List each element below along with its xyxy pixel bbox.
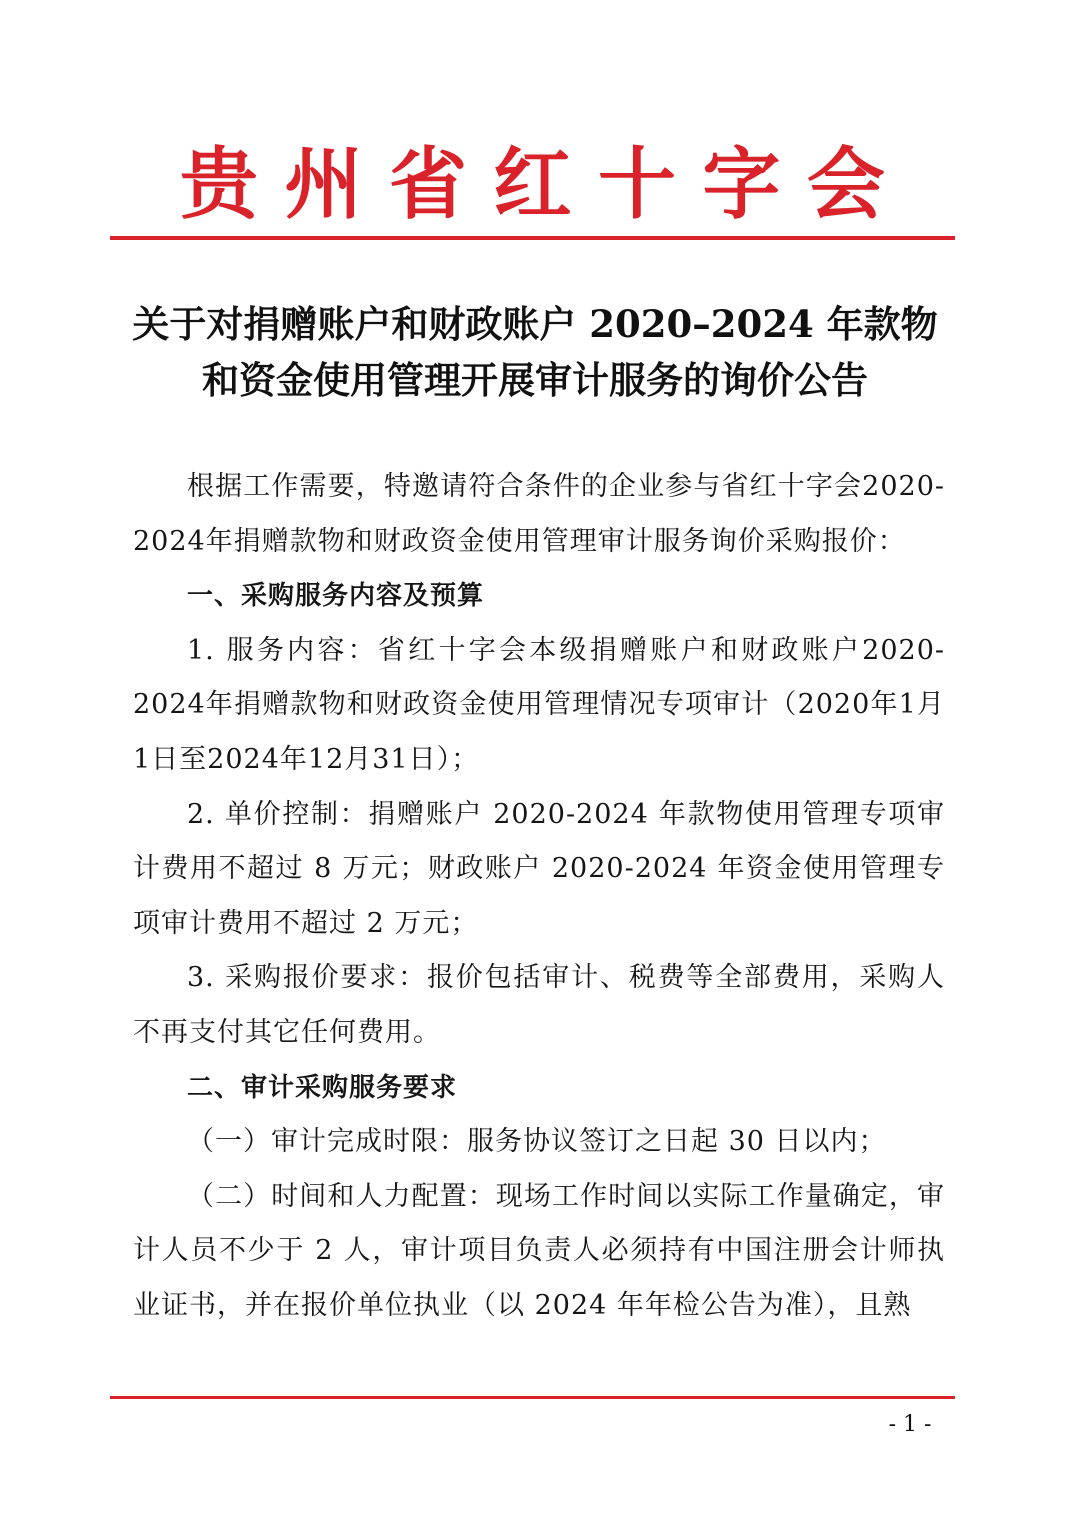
intro-paragraph: 根据工作需要，特邀请符合条件的企业参与省红十字会2020-2024年捐赠款物和财政资金使用管理审计服务询价采购报价： [133,471,945,557]
header-red-rule [110,236,955,240]
letterhead-char: 红 [493,139,572,230]
requirement-staffing: （二）时间和人力配置：现场工作时间以实际工作量确定，审计人员不少于 2 人，审计项目负责人必须持有中国注册会计师执业证书，并在报价单位执业（以 2024 年年检公告为准），且熟 [133,1180,945,1321]
letterhead-char: 省 [388,139,467,230]
footer-red-rule [110,1396,955,1399]
letterhead-char: 贵 [180,139,259,230]
organization-letterhead [110,128,955,228]
item-price-control: 2. 单价控制：捐赠账户 2020-2024 年款物使用管理专项审计费用不超过 8 万元；财政账户 2020-2024 年资金使用管理专项审计费用不超过 2 万元； [133,798,945,939]
document-title [110,296,960,408]
title-line-2: 和资金使用管理开展审计服务的询价公告 [202,358,868,402]
requirement-time-limit: （一）审计完成时限：服务协议签订之日起 30 日以内； [187,1126,887,1158]
title-line-1: 关于对捐赠账户和财政账户 2020–2024 年款物 [132,302,938,346]
page-number: - 1 - [888,1412,932,1437]
letterhead-char: 州 [284,139,363,230]
section-heading-2: 二、审计采购服务要求 [187,1072,458,1103]
letterhead-char: 十 [597,139,676,230]
letterhead-char: 会 [806,139,885,230]
document-body [133,460,945,1334]
letterhead-char: 字 [702,139,781,230]
item-quote-requirement: 3. 采购报价要求：报价包括审计、税费等全部费用，采购人不再支付其它任何费用。 [133,962,945,1048]
item-service-content: 1. 服务内容：省红十字会本级捐赠账户和财政账户2020-2024年捐赠款物和财政资金使用管理情况专项审计（2020年1月1日至2024年12月31日）； [133,634,945,775]
section-heading-1: 一、采购服务内容及预算 [187,581,485,612]
